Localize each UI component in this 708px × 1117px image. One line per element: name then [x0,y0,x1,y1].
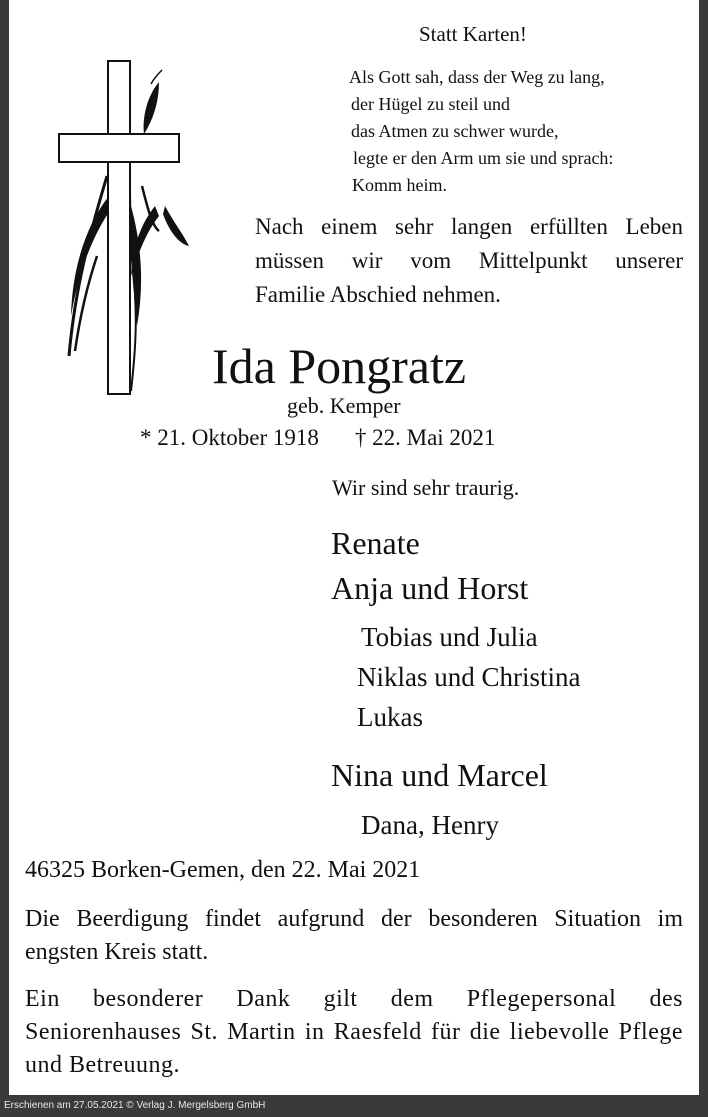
poem-line: das Atmen zu schwer wurde, [351,121,559,141]
mourner-nina-marcel: Nina und Marcel [331,757,548,793]
mourning-line: Wir sind sehr traurig. [332,475,520,500]
poem-line: legte er den Arm um sie und sprach: [353,148,614,168]
mourner-grandchild: Niklas und Christina [357,662,581,692]
intro-line: Familie Abschied nehmen. [255,282,501,307]
intro-line: müssen wir vom Mittelpunkt unserer [255,248,683,273]
mourner-anja-horst: Anja und Horst [331,570,529,606]
place-date: 46325 Borken-Gemen, den 22. Mai 2021 [25,857,421,883]
mourner-grandchild: Lukas [357,702,423,732]
poem-line: Als Gott sah, dass der Weg zu lang, [349,67,605,87]
thanks-note: Ein besonderer Dank gilt dem Pflegepersonal des Seniorenhauses St. Martin in Raesfeld für die liebevolle Pflege und Betreuung. [25,986,683,1078]
publication-footer: Erschienen am 27.05.2021 © Verlag J. Mergelsberg GmbH [4,1100,266,1111]
life-dates [140,425,495,451]
obituary-card [9,0,699,1095]
maiden-name: geb. Kemper [287,393,401,418]
poem-line: der Hügel zu steil und [351,94,510,114]
deceased-name: Ida Pongratz [212,338,467,394]
cross-with-wheat-icon [47,56,191,396]
poem-line: Komm heim. [352,175,447,195]
birth-date: * 21. Oktober 1918 [140,425,319,450]
poem [349,64,613,199]
intro-text [255,210,683,312]
death-date: † 22. Mai 2021 [354,425,496,450]
funeral-note: Die Beerdigung findet aufgrund der besonderen Situation im engsten Kreis statt. [25,906,683,965]
mourner-grandchild: Tobias und Julia [361,622,538,652]
header-text: Statt Karten! [419,22,527,46]
mourner-grandchildren-2: Dana, Henry [361,810,499,840]
intro-line: Nach einem sehr langen erfüllten Leben [255,214,683,239]
mourner-renate: Renate [331,525,420,561]
